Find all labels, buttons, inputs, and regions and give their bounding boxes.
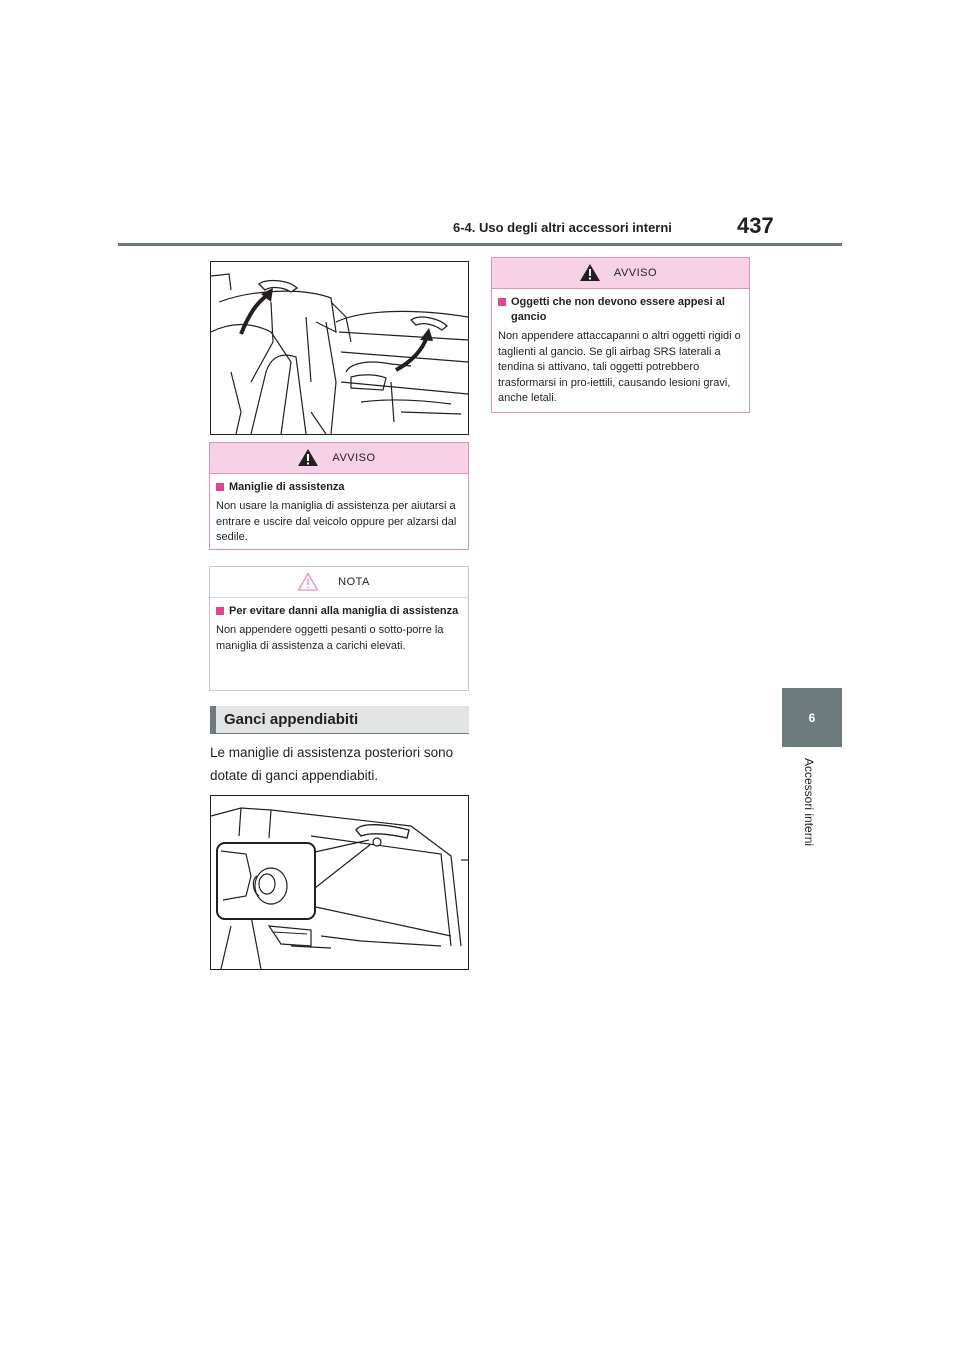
warning-heading bbox=[216, 480, 461, 495]
warning-header bbox=[492, 258, 749, 289]
warning-heading-text: Oggetti che non devono essere appesi al gancio bbox=[511, 296, 725, 323]
note-text: Non appendere oggetti pesanti o sotto-porre la maniglia di assistenza a carichi elevati. bbox=[216, 624, 444, 652]
note-heading bbox=[216, 604, 461, 619]
assist-grip-drawing bbox=[211, 262, 468, 434]
caution-triangle-icon bbox=[297, 572, 319, 591]
body-paragraph: Le maniglie di assistenza posteriori sono dotate di ganci appendiabiti. bbox=[210, 745, 454, 783]
section-heading: Ganci appendiabiti bbox=[210, 706, 469, 734]
warning-text: Non usare la maniglia di assistenza per aiutarsi a entrare e uscire dal veicolo oppure per alzarsi dal sedile. bbox=[216, 500, 457, 543]
chapter-tab bbox=[782, 688, 842, 747]
note-header bbox=[210, 567, 468, 598]
warning-title: AVVISO bbox=[613, 267, 658, 279]
warning-box-coat-hook bbox=[491, 257, 750, 413]
warning-heading-text: Maniglie di assistenza bbox=[229, 481, 345, 493]
warning-heading bbox=[498, 295, 742, 325]
square-bullet-icon bbox=[216, 483, 224, 491]
chapter-label: Accessori interni bbox=[802, 758, 816, 847]
coat-hook-drawing bbox=[211, 796, 468, 969]
chapter-number: 6 bbox=[808, 710, 816, 725]
square-bullet-icon bbox=[498, 298, 506, 306]
note-title: NOTA bbox=[338, 576, 370, 588]
assist-grip-illustration bbox=[210, 261, 469, 435]
note-heading-text: Per evitare danni alla maniglia di assistenza bbox=[229, 605, 459, 617]
square-bullet-icon bbox=[216, 607, 224, 615]
coat-hook-illustration bbox=[210, 795, 469, 970]
header-rule bbox=[118, 243, 842, 246]
warning-triangle-icon bbox=[579, 263, 601, 282]
warning-header bbox=[210, 443, 468, 474]
warning-box-assist-grip bbox=[209, 442, 469, 550]
section-header: 6-4. Uso degli altri accessori interni bbox=[453, 220, 672, 235]
page-number: 437 bbox=[737, 213, 774, 238]
warning-title: AVVISO bbox=[332, 452, 376, 464]
warning-triangle-icon bbox=[297, 448, 319, 467]
warning-text: Non appendere attaccapanni o altri oggetti rigidi o taglienti al gancio. Se gli airbag SRS laterali a tendina si attivano, tali oggetti potrebbero trasformarsi in pro-iettili, causando lesioni gravi, anche letali. bbox=[498, 330, 741, 404]
note-box-assist-grip bbox=[209, 566, 469, 691]
